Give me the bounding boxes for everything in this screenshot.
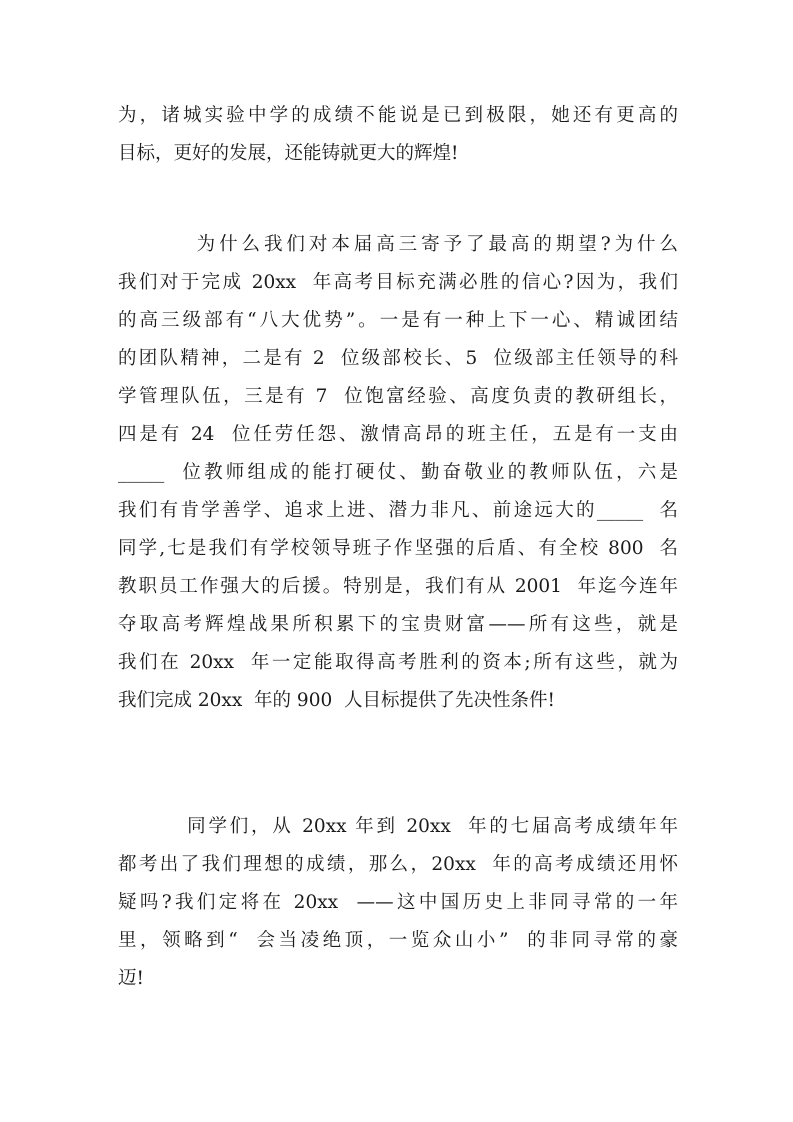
paragraph-line: 目标，更好的发展，还能铸就更大的辉煌! — [118, 143, 459, 164]
paragraph-line: 为什么我们对本届高三寄予了最高的期望?为什么 — [118, 234, 678, 255]
paragraph-line: 教职员工作强大的后援。特别是，我们有从 2001 年迄今连年 — [118, 576, 678, 597]
paragraph-line: 为，诸城实验中学的成绩不能说是已到极限，她还有更高的 — [118, 105, 678, 126]
paragraph-1 — [118, 97, 678, 173]
paragraph-line: 的高三级部有“八大优势”。一是有一种上下一心、精诚团结 — [118, 310, 678, 331]
paragraph-2 — [118, 226, 678, 720]
paragraph-line: 四是有 24 位任劳任怨、激情高昂的班主任，五是有一支由 — [118, 424, 678, 445]
paragraph-line: 我们完成 20xx 年的 900 人目标提供了先决性条件! — [118, 690, 555, 711]
paragraph-3 — [118, 808, 678, 998]
paragraph-line: 学管理队伍，三是有 7 位饱富经验、高度负责的教研组长， — [118, 386, 678, 407]
paragraph-line: 的团队精神，二是有 2 位级部校长、5 位级部主任领导的科 — [118, 348, 678, 369]
paragraph-line: 疑吗?我们定将在 20xx ——这中国历史上非同寻常的一年 — [118, 892, 678, 913]
paragraph-line: _____ 位教师组成的能打硬仗、勤奋敬业的教师队伍，六是 — [118, 462, 678, 483]
paragraph-line: 迈! — [118, 968, 144, 989]
paragraph-line: 我们有肯学善学、追求上进、潜力非凡、前途远大的_____ 名 — [118, 500, 678, 521]
paragraph-line: 都考出了我们理想的成绩，那么，20xx 年的高考成绩还用怀 — [118, 854, 678, 875]
paragraph-line: 同学,七是我们有学校领导班子作坚强的后盾、有全校 800 名 — [118, 538, 678, 559]
paragraph-line: 我们对于完成 20xx 年高考目标充满必胜的信心?因为，我们 — [118, 272, 678, 293]
paragraph-line: 我们在 20xx 年一定能取得高考胜利的资本;所有这些，就为 — [118, 652, 678, 673]
paragraph-line: 里，领略到“ 会当凌绝顶，一览众山小” 的非同寻常的豪 — [118, 930, 678, 951]
paragraph-line: 夺取高考辉煌战果所积累下的宝贵财富——所有这些，就是 — [118, 614, 678, 635]
paragraph-line: 同学们，从 20xx 年到 20xx 年的七届高考成绩年年 — [118, 816, 678, 837]
